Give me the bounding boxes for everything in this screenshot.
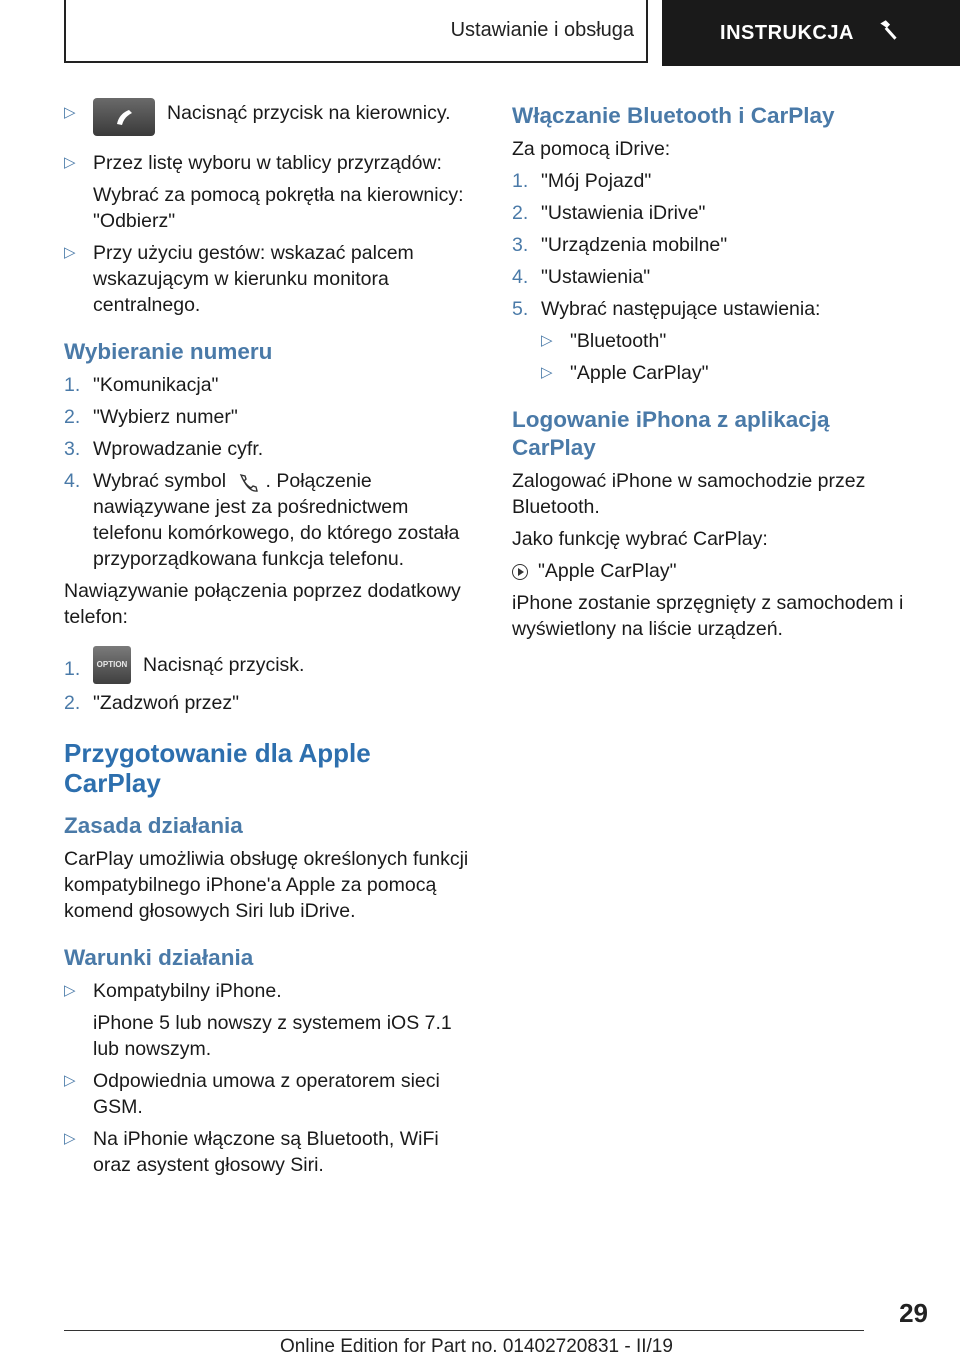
- bullet-condition: ▷ Na iPhonie włączone są Bluetooth, WiFi oraz asystent głosowy Siri.: [64, 1128, 439, 1176]
- list-item: 4. Wybrać symbol . Połączenie nawiązywane jest za pośrednictwem telefonu komórkowego, do którego została przyporządkowana funkcja telefonu.: [64, 470, 460, 570]
- footer-edition: Online Edition for Part no. 01402720831 - II/19: [280, 1336, 673, 1357]
- list-item: 2. "Ustawienia iDrive": [512, 202, 706, 224]
- conditions-heading: Warunki działania: [64, 945, 254, 970]
- login-paragraph: iPhone zostanie sprzęgnięty z samochodem i wyświetlony na liście urządzeń.: [512, 592, 904, 640]
- login-heading: Logowanie iPhona z aplikacją CarPlay: [512, 407, 830, 460]
- bullet-triangle-icon: ▷: [64, 154, 76, 171]
- bullet-condition: ▷ Odpowiednia umowa z operatorem sieci GSM.: [64, 1070, 440, 1118]
- hammer-icon: [876, 17, 902, 49]
- login-item: "Apple CarPlay": [512, 558, 912, 584]
- bullet-triangle-icon: ▷: [64, 1130, 76, 1147]
- list-item: 2. "Zadzwoń przez": [64, 692, 240, 714]
- instruction-label: INSTRUKCJA: [720, 21, 854, 44]
- list-item: 2. "Wybierz numer": [64, 406, 238, 428]
- sub-paragraph: iPhone 5 lub nowszy z systemem iOS 7.1 lub nowszym.: [93, 1012, 452, 1060]
- list-item: 3. "Urządzenia mobilne": [512, 234, 728, 256]
- page-header: [64, 0, 960, 66]
- bullet-gesture: [64, 240, 479, 318]
- bullet-steering-button: [64, 100, 479, 138]
- page-number: 29: [899, 1298, 928, 1328]
- bullet-triangle-icon: ▷: [541, 332, 553, 349]
- bullet-triangle-icon: ▷: [64, 104, 76, 121]
- sub-bullet: ▷ "Bluetooth": [541, 330, 667, 352]
- instruction-tab: [662, 0, 960, 66]
- list-item: 4. "Ustawienia": [512, 266, 651, 288]
- list-item: 1. "Mój Pojazd": [512, 170, 652, 192]
- bullet-text: Przy użyciu gestów: wskazać palcem wskazującym w kierunku monitora centralnego.: [93, 242, 414, 316]
- sub-paragraph: Wybrać za pomocą pokrętła na kierownicy: "Odbierz": [93, 184, 464, 232]
- section-tab: [64, 0, 648, 63]
- principle-paragraph: CarPlay umożliwia obsługę określonych funkcji kompatybilnego iPhone'a Apple za pomocą komend głosowych Siri lub iDrive.: [64, 848, 469, 922]
- play-circle-icon: [512, 564, 528, 580]
- right-column: [512, 100, 912, 648]
- bullet-triangle-icon: ▷: [64, 1072, 76, 1089]
- bullet-triangle-icon: ▷: [541, 364, 553, 381]
- bullet-condition: ▷ Kompatybilny iPhone.: [64, 980, 282, 1002]
- left-column: [64, 100, 479, 1184]
- list-item: 1. "Komunikacja": [64, 374, 219, 396]
- extra-phone-paragraph: Nawiązywanie połączenia poprzez dodatkowy telefon:: [64, 580, 461, 628]
- bullet-list-selection: [64, 150, 479, 176]
- bullet-triangle-icon: ▷: [64, 244, 76, 261]
- bluetooth-heading: Włączanie Bluetooth i CarPlay: [512, 103, 835, 128]
- footer-divider: [64, 1330, 864, 1331]
- login-paragraph: Jako funkcję wybrać CarPlay:: [512, 528, 768, 550]
- sub-bullet: ▷ "Apple CarPlay": [541, 362, 709, 384]
- dial-heading: Wybieranie numeru: [64, 339, 273, 364]
- bluetooth-intro: Za pomocą iDrive:: [512, 138, 671, 160]
- phone-button-image: [93, 98, 155, 136]
- bullet-text: Przez listę wyboru w tablicy przyrządów:: [93, 152, 442, 174]
- section-title: Ustawianie i obsługa: [450, 19, 634, 41]
- list-item: 5. Wybrać następujące ustawienia:: [512, 298, 821, 320]
- phone-symbol-icon: [236, 472, 262, 492]
- carplay-heading: Przygotowanie dla Apple CarPlay: [64, 738, 371, 798]
- list-item: 3. Wprowadzanie cyfr.: [64, 438, 264, 460]
- bullet-triangle-icon: ▷: [64, 982, 76, 999]
- bullet-text: Nacisnąć przycisk na kierownicy.: [167, 102, 451, 124]
- principle-heading: Zasada działania: [64, 813, 243, 838]
- list-item: 1. OPTION Nacisnąć przycisk.: [64, 646, 479, 684]
- option-button-image: OPTION: [93, 646, 131, 684]
- login-paragraph: Zalogować iPhone w samochodzie przez Bluetooth.: [512, 470, 866, 518]
